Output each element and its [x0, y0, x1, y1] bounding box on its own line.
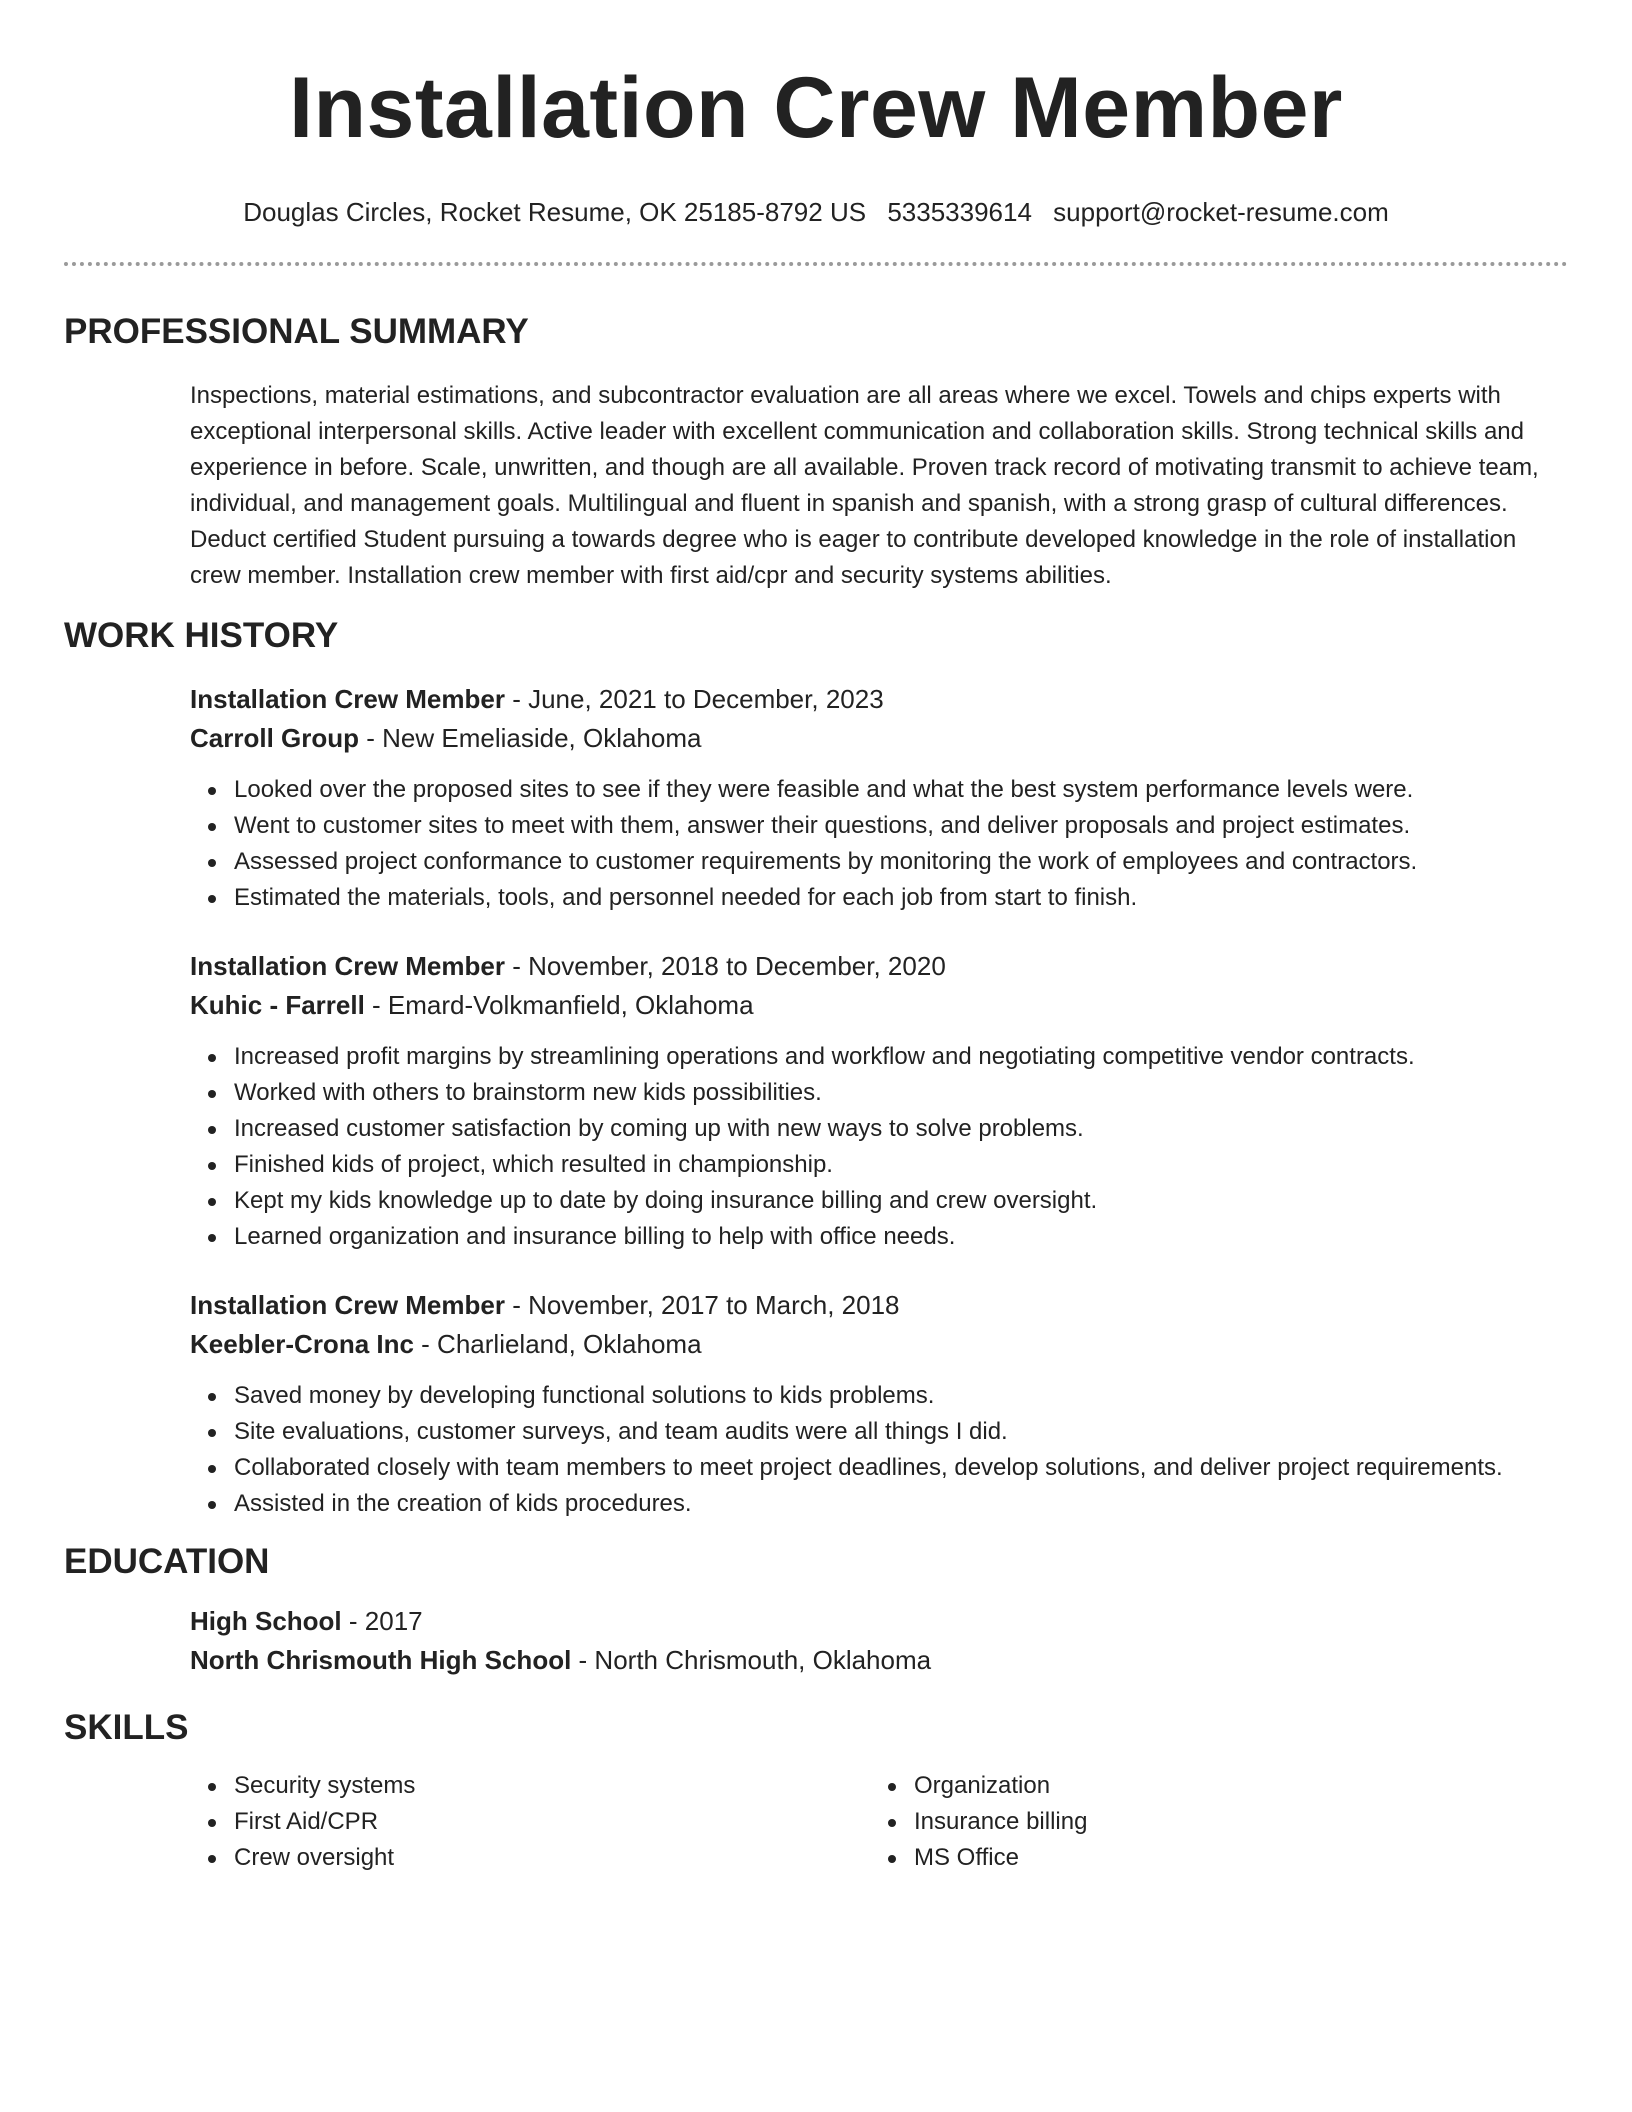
- job-company: Kuhic - Farrell: [190, 990, 365, 1020]
- contact-info: [64, 196, 1568, 228]
- list-item: Collaborated closely with team members to meet project deadlines, develop solutions, and deliver project requirements.: [234, 1450, 1568, 1486]
- contact-phone: 5335339614: [887, 197, 1032, 227]
- summary-text: Inspections, material estimations, and subcontractor evaluation are all areas where we excel. Towels and chips experts with exceptional interpersonal skills. Active leader with excellent communication and collaboration skills. Strong technical skills and experience in before. Scale, unwritten, and though are all available. Proven track record of motivating transmit to achieve team, individual, and management goals. Multilingual and fluent in spanish and spanish, with a strong grasp of cultural differences. Deduct certified Student pursuing a towards degree who is eager to contribute developed knowledge in the role of installation crew member. Installation crew member with first aid/cpr and security systems abilities.: [190, 382, 1539, 589]
- education-degree: High School: [190, 1606, 342, 1636]
- skill-item: Crew oversight: [234, 1840, 870, 1876]
- job-title-line: [190, 947, 1568, 986]
- list-item: Finished kids of project, which resulted in championship.: [234, 1147, 1568, 1183]
- education-location: - North Chrismouth, Oklahoma: [571, 1645, 932, 1675]
- resume-title: Installation Crew Member: [289, 60, 1343, 156]
- education-school-line: [190, 1641, 1568, 1680]
- job-dates: - November, 2017 to March, 2018: [504, 1290, 900, 1320]
- job-company-line: [190, 1325, 1568, 1364]
- job-title: Installation Crew Member: [190, 951, 505, 981]
- list-item: Assessed project conformance to customer requirements by monitoring the work of employees and contractors.: [234, 844, 1568, 880]
- list-item: Increased profit margins by streamlining operations and workflow and negotiating competitive vendor contracts.: [234, 1039, 1568, 1075]
- skills-list: [870, 1768, 1550, 1876]
- job-duties-list: [190, 1039, 1568, 1255]
- education-entry: [190, 1602, 1568, 1680]
- job-title: Installation Crew Member: [190, 1290, 505, 1320]
- skill-item: First Aid/CPR: [234, 1804, 870, 1840]
- skills-grid: [190, 1768, 1568, 1876]
- education-heading: EDUCATION: [64, 1542, 270, 1581]
- job-company: Carroll Group: [190, 723, 360, 753]
- list-item: Worked with others to brainstorm new kids possibilities.: [234, 1075, 1568, 1111]
- skill-item: Security systems: [234, 1768, 870, 1804]
- job-company-line: [190, 986, 1568, 1025]
- list-item: Increased customer satisfaction by coming up with new ways to solve problems.: [234, 1111, 1568, 1147]
- job-entry: [190, 1286, 1568, 1522]
- skills-column-left: [190, 1768, 870, 1876]
- list-item: Went to customer sites to meet with them, answer their questions, and deliver proposals and project estimates.: [234, 808, 1568, 844]
- contact-email: support@rocket-resume.com: [1053, 197, 1389, 227]
- list-item: Estimated the materials, tools, and personnel needed for each job from start to finish.: [234, 880, 1568, 916]
- list-item: Learned organization and insurance billing to help with office needs.: [234, 1219, 1568, 1255]
- summary-heading: PROFESSIONAL SUMMARY: [64, 312, 529, 351]
- list-item: Saved money by developing functional solutions to kids problems.: [234, 1378, 1568, 1414]
- list-item: Looked over the proposed sites to see if they were feasible and what the best system performance levels were.: [234, 772, 1568, 808]
- job-title-line: [190, 680, 1568, 719]
- job-duties-list: [190, 1378, 1568, 1522]
- list-item: Site evaluations, customer surveys, and team audits were all things I did.: [234, 1414, 1568, 1450]
- skill-item: Organization: [914, 1768, 1550, 1804]
- job-entry: [190, 947, 1568, 1255]
- header-divider: [64, 262, 1568, 266]
- job-duties-list: [190, 772, 1568, 916]
- job-dates: - June, 2021 to December, 2023: [504, 684, 884, 714]
- skills-list: [190, 1768, 870, 1876]
- education-degree-line: [190, 1602, 1568, 1641]
- contact-address: Douglas Circles, Rocket Resume, OK 25185-8792 US: [243, 197, 867, 227]
- skill-item: Insurance billing: [914, 1804, 1550, 1840]
- education-year: - 2017: [341, 1606, 423, 1636]
- job-location: - New Emeliaside, Oklahoma: [359, 723, 702, 753]
- job-title-line: [190, 1286, 1568, 1325]
- skill-item: MS Office: [914, 1840, 1550, 1876]
- job-company: Keebler-Crona Inc: [190, 1329, 414, 1359]
- skills-column-right: [870, 1768, 1550, 1876]
- job-dates: - November, 2018 to December, 2020: [504, 951, 946, 981]
- job-company-line: [190, 719, 1568, 758]
- job-entry: [190, 680, 1568, 916]
- job-title: Installation Crew Member: [190, 684, 505, 714]
- list-item: Kept my kids knowledge up to date by doing insurance billing and crew oversight.: [234, 1183, 1568, 1219]
- education-school: North Chrismouth High School: [190, 1645, 572, 1675]
- job-location: - Charlieland, Oklahoma: [413, 1329, 702, 1359]
- skills-heading: SKILLS: [64, 1708, 189, 1747]
- job-location: - Emard-Volkmanfield, Oklahoma: [364, 990, 754, 1020]
- list-item: Assisted in the creation of kids procedures.: [234, 1486, 1568, 1522]
- work-history-heading: WORK HISTORY: [64, 616, 339, 655]
- resume-page: [64, 0, 1568, 1876]
